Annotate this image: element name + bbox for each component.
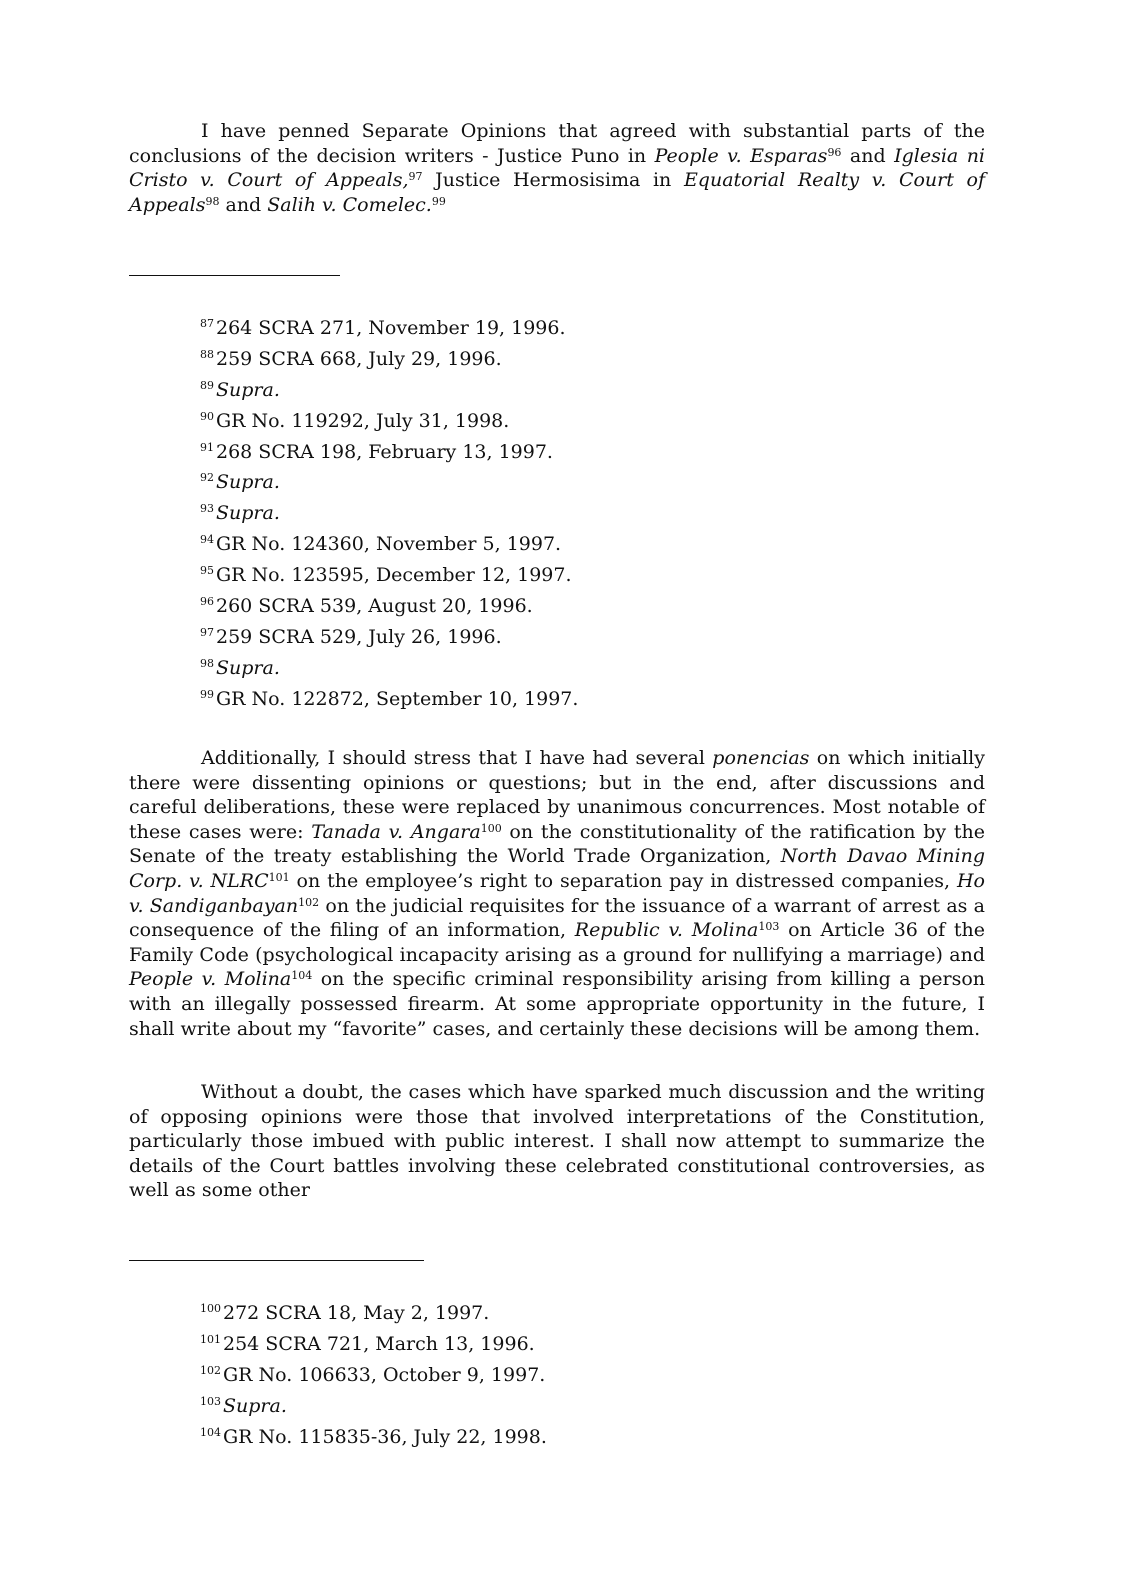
footnote-87: $^{87}$ 264 SCRA 271, November 19, 1996.: [200, 317, 566, 339]
footnote-93: $^{93}$ Supra.: [200, 502, 280, 525]
footnote-separator: [129, 1260, 424, 1261]
case-citation: Equatorial Realty v. Court of Appeals: [129, 169, 985, 216]
footnote-ref: 96: [827, 145, 842, 159]
footnote-94: $^{94}$ GR No. 124360, November 5, 1997.: [200, 533, 562, 556]
footnote-list-2: [200, 1298, 900, 1452]
footnote-separator: [129, 275, 340, 276]
case-citation: Tanada v. Angara: [311, 820, 481, 843]
case-citation: People v. Molina: [129, 968, 292, 991]
footnote-88: $^{88}$ 259 SCRA 668, July 29, 1996.: [200, 347, 502, 370]
footnote-91: $^{91}$ 268 SCRA 198, February 13, 1997.: [200, 440, 553, 463]
footnote-98: $^{98}$ Supra.: [200, 656, 280, 679]
case-citation: Salih v. Comelec.: [267, 193, 432, 216]
case-citation: People v. Esparas: [654, 144, 828, 167]
paragraph-ponencias: Additionally, I should stress that I have had several ponencias on which initially there were dissenting opinions or questions; but in the end, after discussions and careful deliberations, these were replaced by unanimous concurrences. Most notable of these cases were: Tanada v. Angara$^{100}$ on the constitutionality of the ratification by the Senate of the treaty establishing the World Trade Organization, North Davao Mining Corp. v. NLRC$^{101}$ on the employee’s right to separation pay in distressed companies, Ho v. Sandiganbayan$^{102}$ on the judicial requisites for the issuance of a warrant of arrest as a consequence of the filing of an information, Republic v. Molina$^{103}$ on Article 36 of the Family Code (psychological incapacity arising as a ground for nullifying a marriage) and People v. Molina$^{104}$ on the specific criminal responsibility arising from killing a person with an illegally possessed firearm. At some appropriate opportunity in the future, I shall write about my “favorite” cases, and certainly these decisions will be among them.: [129, 747, 986, 1040]
footnote-95: $^{95}$ GR No. 123595, December 12, 1997.: [200, 564, 572, 587]
footnote-ref: 101: [268, 870, 290, 884]
footnote-89: $^{89}$ Supra.: [200, 378, 280, 401]
case-citation: Republic v. Molina: [574, 919, 759, 942]
paragraph-constitutional-cases: Without a doubt, the cases which have sparked much discussion and the writing of opposing opinions were those that involved interpretations of the Constitution, particularly those imbued with public interest. I shall now attempt to summarize the details of the Court battles involving these celebrated constitutional controversies, as well as some other: [129, 1081, 985, 1202]
footnote-97: $^{97}$ 259 SCRA 529, July 26, 1996.: [200, 625, 502, 648]
footnote-100: $^{100}$ 272 SCRA 18, May 2, 1997.: [200, 1302, 490, 1324]
footnote-ref: 99: [431, 194, 446, 208]
footnote-ref: 97: [408, 170, 423, 184]
case-citation: Ho v. Sandiganbayan: [129, 869, 985, 917]
footnote-104: $^{104}$ GR No. 115835-36, July 22, 1998.: [200, 1425, 547, 1448]
footnote-103: $^{103}$ Supra.: [200, 1394, 287, 1417]
footnote-ref: 98: [205, 194, 220, 208]
paragraph-separate-opinions: I have penned Separate Opinions that agreed with substantial parts of the conclusions of the decision writers - Justice Puno in People v. Esparas$^{96}$ and Iglesia ni Cristo v. Court of Appeals,$^{97}$ Justice Hermosisima in Equatorial Realty v. Court of Appeals$^{98}$ and Salih v. Comelec.$^{99}$: [129, 120, 986, 216]
footnote-list-1: [200, 313, 900, 715]
footnote-ref: 104: [291, 969, 313, 983]
footnote-ref: 102: [298, 895, 320, 909]
footnote-ref: 100: [480, 821, 502, 835]
footnote-96: $^{96}$ 260 SCRA 539, August 20, 1996.: [200, 595, 533, 618]
case-citation: North Davao Mining Corp. v. NLRC: [129, 845, 985, 892]
footnote-99: $^{99}$ GR No. 122872, September 10, 1997.: [200, 687, 579, 710]
footnote-101: $^{101}$ 254 SCRA 721, March 13, 1996.: [200, 1332, 535, 1355]
footnote-102: $^{102}$ GR No. 106633, October 9, 1997.: [200, 1363, 546, 1386]
case-citation: Iglesia ni Cristo v. Court of Appeals,: [129, 144, 986, 192]
footnote-ref: 103: [758, 920, 780, 934]
footnote-92: $^{92}$ Supra.: [200, 471, 280, 494]
footnote-90: $^{90}$ GR No. 119292, July 31, 1998.: [200, 409, 510, 432]
